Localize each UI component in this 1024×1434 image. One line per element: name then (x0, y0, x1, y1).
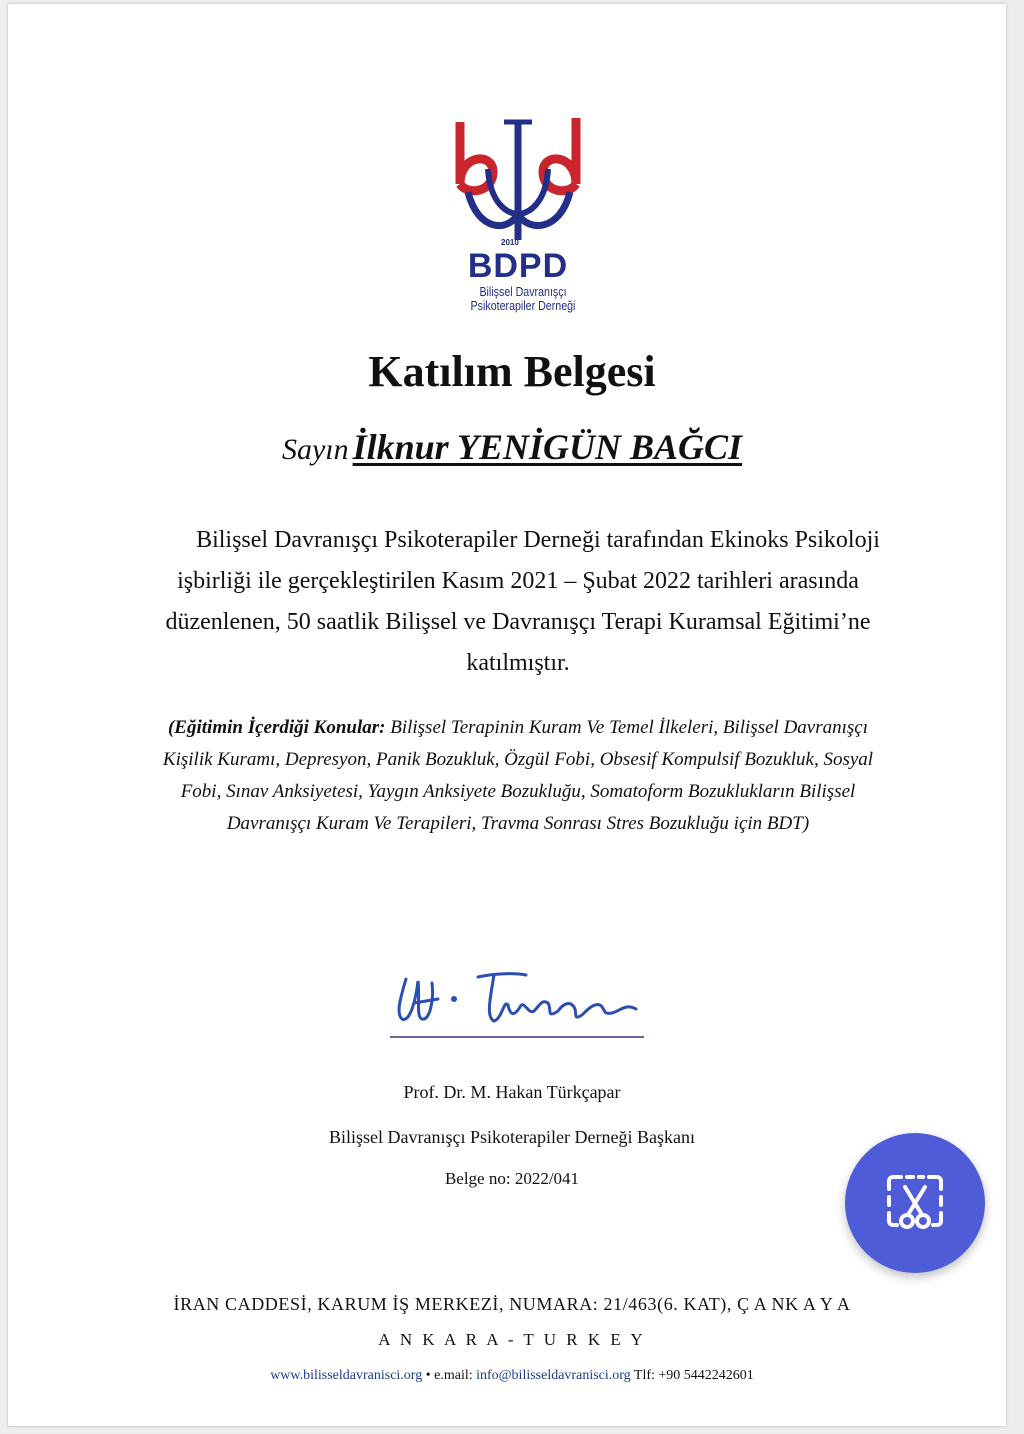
screenshot-crop-button[interactable] (845, 1133, 985, 1273)
address-line-1: İRAN CADDESİ, KARUM İŞ MERKEZİ, NUMARA: 21/463(6. KAT), Ç A NK A Y A (173, 1294, 851, 1314)
address-line-2: A N K A R A - T U R K E Y (378, 1330, 646, 1349)
phone-number: Tlf: +90 5442242601 (630, 1368, 754, 1383)
certificate-body (138, 520, 898, 684)
bdpd-emblem (448, 114, 598, 244)
handwritten-signature (386, 959, 651, 1044)
signatory-name: Prof. Dr. M. Hakan Türkçapar (403, 1082, 621, 1102)
certificate-body-text: Bilişsel Davranışçı Psikoterapiler Derneği tarafından Ekinoks Psikoloji işbirliği ile gerçekleştirilen Kasım 2021 – Şubat 2022 tarihleri arasında düzenlenen, 50 saatlik Bilişsel ve Davranışçı Terapi Kuramsal Eğitimi’ne katılmıştır. (165, 527, 880, 676)
topics-label: (Eğitimin İçerdiği Konular: (167, 717, 386, 738)
screenshot-scissors-icon (883, 1173, 947, 1233)
recipient-name: İlknur YENİGÜN BAĞCI (352, 427, 743, 467)
website-link[interactable]: www.bilisseldavranisci.org (270, 1368, 423, 1383)
email-link[interactable]: info@bilisseldavranisci.org (476, 1368, 631, 1383)
logo-subtitle-line1: Bilişsel Davranışçı (479, 284, 567, 299)
topics-text: Bilişsel Terapinin Kuram Ve Temel İlkeleri, Bilişsel Davranışçı Kişilik Kuramı, Depresyon, Panik Bozukluk, Özgül Fobi, Obsesif Kompulsif Bozukluk, Sosyal Fobi, Sınav Anksiyetesi, Yaygın Anksiyete Bozukluğu, Somatoform Bozuklukların Bilişsel Davranışçı Kuram Ve Terapileri, Travma Sonrası Stres Bozukluğu için BDT) (162, 717, 874, 834)
training-topics (148, 712, 888, 840)
document-number: Belge no: 2022/041 (444, 1169, 580, 1188)
contact-line (0, 1368, 1024, 1384)
certificate-title: Katılım Belgesi (368, 347, 656, 396)
salutation: Sayın (281, 433, 349, 466)
email-label: • e.mail: (422, 1368, 477, 1383)
signatory-role: Bilişsel Davranışçı Psikoterapiler Derneği Başkanı (329, 1127, 695, 1147)
logo-acronym: BDPD (467, 247, 569, 285)
bdpd-logo (448, 114, 598, 319)
logo-subtitle-line2: Psikoterapiler Derneği (470, 298, 576, 313)
recipient-line (0, 426, 1024, 468)
logo-year: 2010 (501, 238, 519, 247)
